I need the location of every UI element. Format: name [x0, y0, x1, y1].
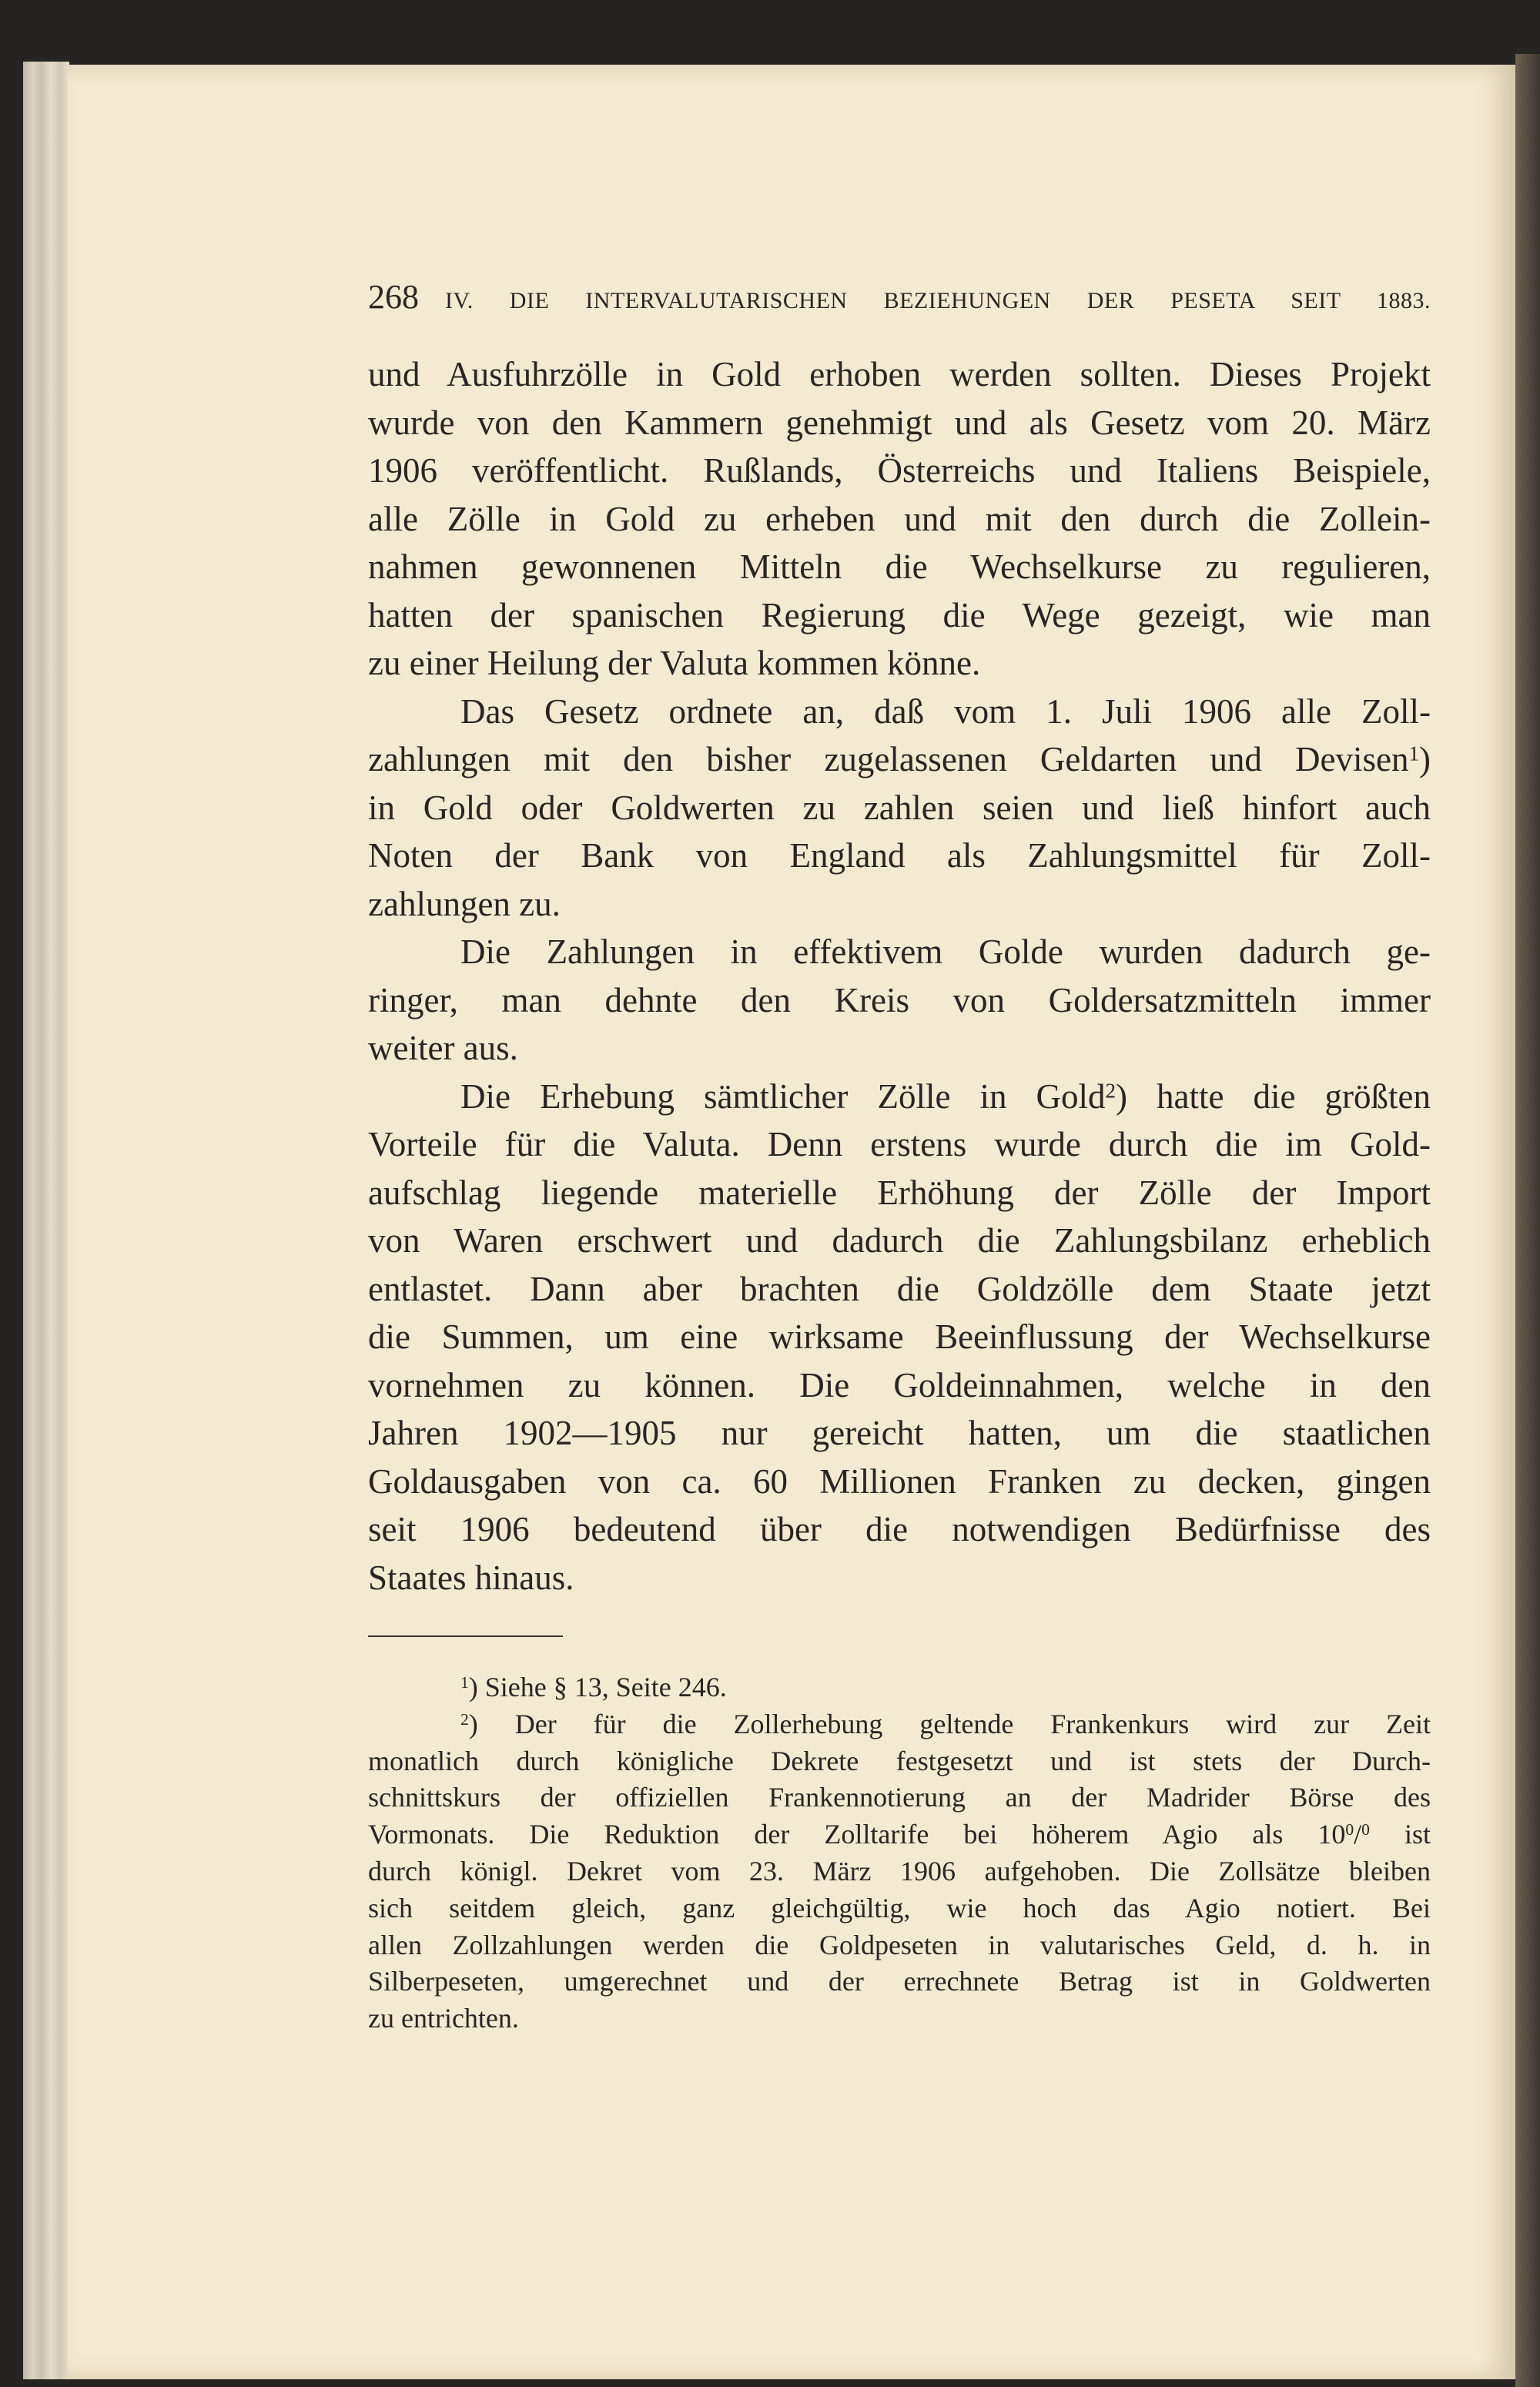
text-segment: Vorteile für die Valuta. Denn erstens wurde durch die im Gold-	[368, 1125, 1431, 1163]
text-segment: allen Zollzahlungen werden die Goldpeseten in valutarisches Geld, d. h. in	[368, 1929, 1431, 1960]
body-line	[368, 495, 1431, 544]
text-segment: seit 1906 bedeutend über die notwendigen Bedürfnisse des	[368, 1510, 1431, 1548]
footnote-line	[368, 1890, 1431, 1927]
text-segment: aufschlag liegende materielle Erhöhung der Zölle der Import	[368, 1173, 1431, 1212]
footnote-line	[368, 1853, 1431, 1890]
footnote-line	[368, 2000, 1431, 2037]
text-segment: schnittskurs der offiziellen Frankennotierung an der Madrider Börse des	[368, 1782, 1431, 1813]
text-segment: ringer, man dehnte den Kreis von Goldersatzmitteln immer	[368, 980, 1431, 1019]
body-text	[368, 350, 1431, 1602]
text-segment: Silberpeseten, umgerechnet und der errechnete Betrag ist in Goldwerten	[368, 1966, 1431, 1997]
body-line	[368, 784, 1431, 832]
text-segment: Das Gesetz ordnete an, daß vom 1. Juli 1906 alle Zoll-	[460, 691, 1431, 731]
body-line	[368, 1073, 1431, 1121]
footnote-line	[368, 1779, 1431, 1816]
text-segment: Vormonats. Die Reduktion der Zolltarife bei höherem Agio als 10	[368, 1819, 1346, 1850]
text-segment: Noten der Bank von England als Zahlungsmittel für Zoll-	[368, 836, 1431, 875]
text-segment: und Ausfuhrzölle in Gold erhoben werden sollten. Dieses Projekt	[368, 355, 1431, 393]
body-line	[368, 1361, 1431, 1410]
text-segment: entlastet. Dann aber brachten die Goldzölle dem Staate jetzt	[368, 1269, 1431, 1308]
body-line	[368, 639, 1431, 688]
text-segment: Staates hinaus.	[368, 1558, 574, 1597]
text-segment: 1906 veröffentlicht. Rußlands, Österreichs und Italiens Beispiele,	[368, 451, 1431, 490]
text-segment: zahlungen mit den bisher zugelassenen Geldarten und Devisen	[368, 740, 1409, 778]
text-segment: Jahren 1902—1905 nur gereicht hatten, um die staatlichen	[368, 1414, 1431, 1452]
text-segment: ) hatte die größten	[1116, 1076, 1431, 1116]
footnote-line	[368, 1927, 1431, 1964]
text-segment: alle Zölle in Gold zu erheben und mit den durch die Zollein-	[368, 499, 1431, 538]
text-segment: )	[1419, 740, 1431, 778]
footnote-marker: 2	[460, 1710, 469, 1729]
text-segment: wurde von den Kammern genehmigt und als Gesetz vom 20. März	[368, 403, 1431, 442]
body-line	[368, 880, 1431, 929]
footnote-marker: 1	[460, 1673, 469, 1692]
footnote-marker: 0	[1361, 1820, 1370, 1840]
book-page-edges	[23, 62, 69, 2379]
text-segment: Die Erhebung sämtlicher Zölle in Gold	[460, 1076, 1106, 1116]
footnote-line	[368, 1964, 1431, 2000]
body-line	[368, 591, 1431, 640]
text-segment: von Waren erschwert und dadurch die Zahlungsbilanz erheblich	[368, 1221, 1431, 1260]
text-segment: zu entrichten.	[368, 2003, 519, 2034]
text-segment: durch königl. Dekret vom 23. März 1906 aufgehoben. Die Zollsätze bleiben	[368, 1855, 1431, 1886]
footnote-marker: 0	[1345, 1820, 1354, 1840]
text-segment: sich seitdem gleich, ganz gleichgültig, wie hoch das Agio notiert. Bei	[368, 1892, 1431, 1923]
book-binding-edge	[1515, 54, 1540, 2387]
text-segment: monatlich durch königliche Dekrete festgesetzt und ist stets der Durch-	[368, 1745, 1431, 1776]
body-line	[368, 1217, 1431, 1265]
text-segment: zu einer Heilung der Valuta kommen könne.	[368, 644, 981, 682]
body-line	[368, 735, 1431, 784]
body-line	[368, 1313, 1431, 1361]
body-line	[368, 399, 1431, 447]
footnote-line	[368, 1743, 1431, 1780]
footnote-marker: 2	[1105, 1079, 1116, 1102]
body-line	[368, 688, 1431, 736]
text-segment: ) Der für die Zollerhebung geltende Frankenkurs wird zur Zeit	[468, 1708, 1431, 1739]
text-segment: weiter aus.	[368, 1029, 518, 1067]
body-line	[368, 1169, 1431, 1217]
text-segment: zahlungen zu.	[368, 884, 561, 923]
footnote-line	[368, 1706, 1431, 1743]
text-segment: Goldausgaben von ca. 60 Millionen Franken zu decken, gingen	[368, 1461, 1431, 1501]
text-segment: Die Zahlungen in effektivem Golde wurden dadurch ge-	[460, 932, 1431, 971]
running-header	[368, 277, 1431, 316]
text-segment: in Gold oder Goldwerten zu zahlen seien und ließ hinfort auch	[368, 788, 1431, 827]
body-line	[368, 1120, 1431, 1169]
text-segment: ist	[1369, 1819, 1431, 1850]
body-line	[368, 1554, 1431, 1602]
body-line	[368, 1409, 1431, 1458]
body-line	[368, 832, 1431, 880]
body-line	[368, 928, 1431, 976]
body-line	[368, 447, 1431, 495]
text-segment: /	[1354, 1819, 1362, 1850]
text-segment: hatten der spanischen Regierung die Wege gezeigt, wie man	[368, 595, 1431, 634]
text-segment: vornehmen zu können. Die Goldeinnahmen, welche in den	[368, 1365, 1431, 1404]
footnote-line	[368, 1669, 1431, 1706]
body-line	[368, 543, 1431, 591]
footnote-line	[368, 1816, 1431, 1853]
body-line	[368, 1505, 1431, 1554]
footnote-marker: 1	[1408, 742, 1419, 765]
body-line	[368, 1458, 1431, 1506]
body-line	[368, 976, 1431, 1025]
text-segment: ) Siehe § 13, Seite 246.	[468, 1672, 727, 1702]
text-segment: nahmen gewonnenen Mitteln die Wechselkurse zu regulieren,	[368, 547, 1431, 586]
body-line	[368, 1024, 1431, 1073]
text-segment: die Summen, um eine wirksame Beeinflussung der Wechselkurse	[368, 1317, 1431, 1356]
body-line	[368, 1265, 1431, 1314]
page-number: 268	[368, 278, 419, 316]
footnotes	[368, 1669, 1431, 2037]
footnote-separator	[368, 1635, 563, 1637]
running-title: IV. DIE INTERVALUTARISCHEN BEZIEHUNGEN DER PESETA SEIT 1883.	[445, 288, 1431, 313]
body-line	[368, 350, 1431, 399]
